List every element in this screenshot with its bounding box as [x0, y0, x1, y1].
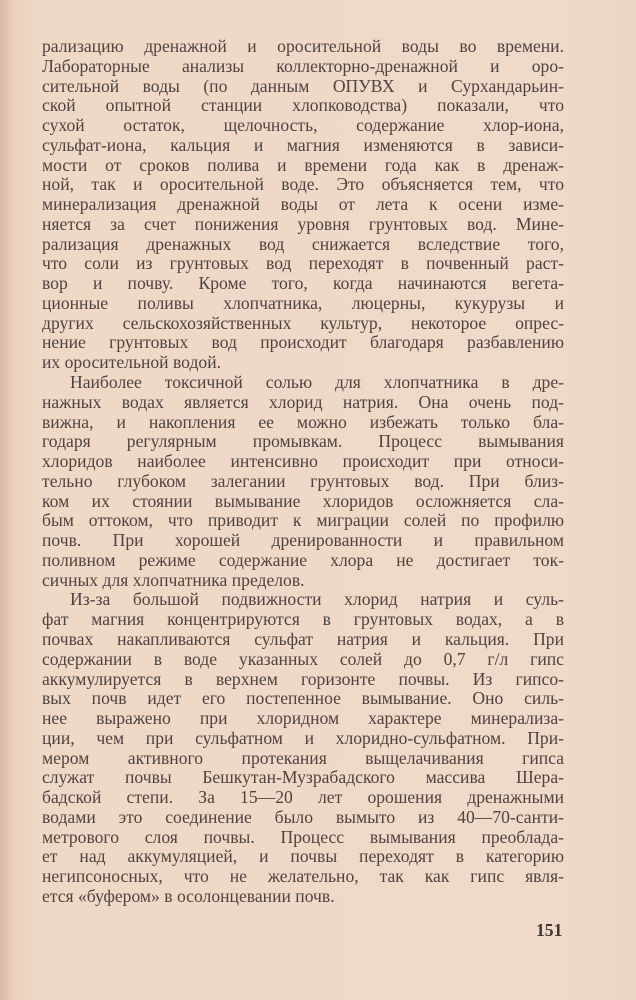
page-body-text	[42, 37, 564, 907]
text-line: сульфат-иона, кальция и магния изменяются в зависи-	[42, 134, 564, 155]
text-line: Лабораторные анализы коллекторно-дренажной и оро-	[42, 55, 564, 76]
text-line: ком их стоянии вымывание хлоридов осложняется сла-	[42, 490, 564, 511]
text-line: минерализация дренажной воды от лета к осени изме-	[42, 194, 564, 215]
text-line: тельно глубоком залегании грунтовых вод. При близ-	[42, 470, 564, 491]
paragraph	[42, 37, 564, 373]
text-line: мости от сроков полива и времени года как в дренаж-	[42, 154, 564, 175]
paragraph	[42, 590, 564, 906]
text-line: ской опытной станции хлопководства) показали, что	[42, 95, 564, 116]
text-line: сухой остаток, щелочность, содержание хлор-иона,	[42, 115, 564, 136]
text-line: рализацию дренажной и оросительной воды во времени.	[42, 36, 564, 56]
text-line: вых почв идет его постепенное вымывание. Оно силь-	[42, 688, 564, 709]
text-line: аккумулируется в верхнем горизонте почвы. Из гипсо-	[42, 668, 564, 689]
page-number: 151	[536, 920, 563, 940]
text-line: вор и почву. Кроме того, когда начинаются вегета-	[42, 273, 564, 294]
text-line: фат магния концентрируются в грунтовых водах, а в	[42, 609, 564, 630]
text-line: негипсоносных, что не желательно, так как гипс явля-	[42, 866, 564, 887]
text-line: ционные поливы хлопчатника, люцерны, кукурузы и	[42, 292, 564, 313]
text-line: ет над аккумуляцией, и почвы переходят в категорию	[42, 846, 564, 867]
text-line: хлоридов наиболее интенсивно происходит при относи-	[42, 451, 564, 472]
text-line: содержании в воде указанных солей до 0,7 г/л гипс	[42, 648, 564, 669]
text-line: ции, чем при сульфатном и хлоридно-сульфатном. При-	[42, 727, 564, 748]
text-line: рализация дренажных вод снижается вследствие того,	[42, 233, 564, 254]
text-line: нажных водах является хлорид натрия. Она очень под-	[42, 391, 564, 412]
text-line: сительной воды (по данным ОПУВХ и Сурхандарьин-	[42, 75, 564, 96]
text-line: Из-за большой подвижности хлорид натрия и суль-	[70, 589, 564, 610]
text-line: нение грунтовых вод происходит благодаря разбавлению	[42, 332, 564, 353]
text-line: годаря регулярным промывкам. Процесс вымывания	[42, 431, 564, 452]
text-line: ной, так и оросительной воде. Это объясняется тем, что	[42, 174, 564, 195]
text-line: поливном режиме содержание хлора не достигает ток-	[42, 549, 564, 570]
text-line: что соли из грунтовых вод переходят в почвенный раст-	[42, 253, 564, 274]
text-line: метрового слоя почвы. Процесс вымывания преоблада-	[42, 826, 564, 847]
text-line: бым оттоком, что приводит к миграции солей по профилю	[42, 510, 564, 531]
text-line: нее выражено при хлоридном характере минерализа-	[42, 708, 564, 729]
text-line: Наиболее токсичной солью для хлопчатника в дре-	[70, 372, 564, 393]
text-line: няется за счет понижения уровня грунтовых вод. Мине-	[42, 213, 564, 234]
text-line: почв. При хорошей дренированности и правильном	[42, 530, 564, 551]
text-line: мером активного протекания выщелачивания гипса	[42, 747, 564, 768]
text-line: водами это соединение было вымыто из 40—70-санти-	[42, 806, 564, 827]
text-line: их оросительной водой.	[42, 352, 222, 373]
text-line: служат почвы Бешкутан-Музрабадского массива Шера-	[42, 767, 564, 788]
text-line: ется «буфером» в осолонцевании почв.	[42, 885, 335, 906]
text-line: вижна, и накопления ее можно избежать только бла-	[42, 411, 564, 432]
text-line: других сельскохозяйственных культур, некоторое опрес-	[42, 312, 564, 333]
text-line: бадской степи. За 15—20 лет орошения дренажными	[42, 787, 564, 808]
paragraph	[42, 373, 564, 590]
text-line: сичных для хлопчатника пределов.	[42, 569, 305, 590]
text-line: почвах накапливаются сульфат натрия и кальция. При	[42, 628, 564, 649]
